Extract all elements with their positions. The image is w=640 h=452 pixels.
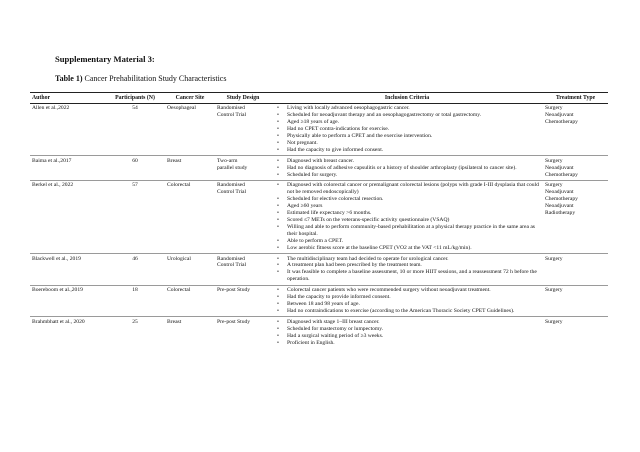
criteria-list (273, 287, 541, 315)
study-design-cell (215, 285, 271, 317)
column-header-inclusion-criteria: Inclusion Criteria (271, 93, 543, 104)
criteria-item: • Scored ≤7 METs on the veterans-specific activity questionnaire (VSAQ) (287, 217, 541, 224)
table-row (30, 285, 608, 317)
treatment-line: Surgery (545, 255, 563, 262)
column-header-study-design: Study Design (215, 93, 271, 104)
cancer-site-cell: Breast (165, 156, 215, 181)
treatment-type-cell (543, 285, 608, 317)
participants-cell: 46 (105, 254, 165, 286)
criteria-item: • Diagnosed with breast cancer. (287, 158, 541, 165)
cancer-site-cell: Breast (167, 318, 182, 325)
treatment-line: Surgery (545, 318, 563, 325)
criteria-item: • Living with locally advanced oesophagogastric cancer. (287, 105, 541, 112)
study-design-line: parallel study (217, 164, 248, 171)
table-caption-label: Table 1) (55, 74, 83, 83)
participants-cell: 54 (105, 103, 165, 155)
criteria-item: • Between 18 and 98 years of age. (287, 301, 541, 308)
study-design-line: Randomised (217, 105, 245, 112)
participants-cell: 25 (132, 318, 138, 325)
treatment-type-cell (543, 103, 608, 155)
cancer-site-cell: Oesophageal (165, 103, 215, 155)
criteria-list (273, 182, 541, 251)
table-caption-text: Cancer Prehabilitation Study Characteristics (82, 74, 227, 83)
treatment-line: Surgery (545, 287, 563, 294)
cancer-site-cell: Colorectal (165, 180, 215, 253)
criteria-item: • Diagnosed with stage 1–III breast cancer. (287, 319, 541, 326)
table-row (30, 180, 608, 253)
treatment-line: Neoadjuvant (545, 189, 574, 196)
inclusion-criteria-cell (271, 285, 543, 317)
criteria-item: • Scheduled for surgery. (287, 172, 541, 179)
participants-cell: 60 (105, 156, 165, 181)
treatment-line: Surgery (545, 105, 563, 112)
study-design-line: Control Trial (217, 112, 247, 119)
criteria-item: • Physically able to perform a CPET and the exercise intervention. (287, 133, 541, 140)
treatment-line: Radiotherapy (545, 210, 576, 217)
cancer-site-cell: Colorectal (165, 285, 215, 317)
criteria-item: • Colorectal cancer patients who were recommended surgery without neoadjuvant treatment. (287, 287, 541, 294)
study-design-line: Randomised (217, 182, 245, 189)
treatment-line: Chemotherapy (545, 119, 578, 126)
table-row (30, 317, 608, 348)
cancer-site-cell: Urological (165, 254, 215, 286)
treatment-line: Surgery (545, 157, 563, 164)
criteria-item: • Able to perform a CPET. (287, 238, 541, 245)
criteria-list (273, 319, 541, 347)
participants-cell: 18 (105, 285, 165, 317)
study-design-line: Two-arm (217, 157, 238, 164)
criteria-list (273, 105, 541, 153)
author-cell: Brahmbhatt et al., 2020 (32, 318, 85, 325)
study-design-line: Control Trial (217, 262, 247, 269)
author-cell: Allen et al.,2022 (30, 103, 105, 155)
inclusion-criteria-cell (271, 156, 543, 181)
criteria-item: • Had the capacity to provide informed consent. (287, 294, 541, 301)
study-design-cell (215, 317, 271, 348)
treatment-type-cell (543, 156, 608, 181)
column-header-treatment-type: Treatment Type (543, 93, 608, 104)
inclusion-criteria-cell (271, 103, 543, 155)
table-caption (55, 74, 226, 83)
treatment-line: Chemotherapy (545, 171, 578, 178)
treatment-line: Chemotherapy (545, 196, 578, 203)
author-cell: Blackwell et al., 2019 (30, 254, 105, 286)
column-header-cancer-site: Cancer Site (165, 93, 215, 104)
study-design-line: Randomised (217, 255, 245, 262)
inclusion-criteria-cell (271, 254, 543, 286)
criteria-item: • A treatment plan had been prescribed by the treatment team. (287, 262, 541, 269)
criteria-item: • The multidisciplinary team had decided to operate for urological cancer. (287, 256, 541, 263)
criteria-item: • Had no contraindications to exercise (according to the American Thoracic Society CPET Guidelines). (287, 308, 541, 315)
criteria-list (273, 158, 541, 179)
table-row (30, 254, 608, 286)
criteria-item: • Low aerobic fitness score at the baseline CPET (VO2 at the VAT <11 mL/kg/min). (287, 245, 541, 252)
author-cell: Baima et al.,2017 (30, 156, 105, 181)
criteria-item: • It was feasible to complete a baseline assessment, 10 or more HIIT sessions, and a reassessment 72 h before the operation. (287, 269, 541, 283)
study-design-cell (215, 180, 271, 253)
treatment-line: Surgery (545, 182, 563, 189)
table-row (30, 156, 608, 181)
criteria-item: • Diagnosed with colorectal cancer or premalignant colorectal lesions (polyps with grade I-III dysplasia that could not be removed endoscopically) (287, 182, 541, 196)
criteria-item: • Willing and able to perform community-based prehabilitation at a physical therapy practice in the same area as their hospital. (287, 224, 541, 238)
study-design-line: Pre-post Study (217, 318, 251, 325)
study-design-line: Pre-post Study (217, 287, 251, 294)
criteria-item: • Scheduled for mastectomy or lumpectomy. (287, 326, 541, 333)
column-header-participants: Participants (N) (105, 93, 165, 104)
treatment-type-cell (543, 317, 608, 348)
criteria-item: • Had no CPET contra-indications for exercise. (287, 126, 541, 133)
treatment-type-cell (543, 254, 608, 286)
table-row (30, 103, 608, 155)
column-header-author: Author (30, 93, 105, 104)
study-characteristics-table (30, 92, 608, 348)
table-header-row (30, 93, 608, 104)
criteria-item: • Estimated life expectancy >6 months. (287, 210, 541, 217)
study-design-line: Control Trial (217, 189, 247, 196)
study-design-cell (215, 103, 271, 155)
author-cell: Berkel et al., 2022 (30, 180, 105, 253)
treatment-line: Neoadjuvant (545, 164, 574, 171)
inclusion-criteria-cell (271, 180, 543, 253)
criteria-item: • Scheduled for neoadjuvant therapy and an oesophagogastrectomy or total gastrectomy. (287, 112, 541, 119)
criteria-item: • Not pregnant. (287, 140, 541, 147)
author-cell: Boereboom et al.,2019 (30, 285, 105, 317)
treatment-line: Neoadjuvant (545, 203, 574, 210)
criteria-item: • Scheduled for elective colorectal resection. (287, 196, 541, 203)
criteria-list (273, 256, 541, 284)
treatment-line: Neoadjuvant (545, 112, 574, 119)
study-design-cell (215, 254, 271, 286)
criteria-item: • Had a surgical waiting period of ≥3 weeks. (287, 333, 541, 340)
criteria-item: • Aged ≥60 years (287, 203, 541, 210)
supplementary-heading: Supplementary Material 3: (55, 54, 155, 64)
criteria-item: • Aged ≥18 years of age. (287, 119, 541, 126)
inclusion-criteria-cell (271, 317, 543, 348)
participants-cell: 57 (105, 180, 165, 253)
study-design-cell (215, 156, 271, 181)
treatment-type-cell (543, 180, 608, 253)
criteria-item: • Had no diagnosis of adhesive capsulitis or a history of shoulder arthroplasty (ipsilateral to cancer site). (287, 165, 541, 172)
criteria-item: • Proficient in English. (287, 340, 541, 347)
criteria-item: • Had the capacity to give informed consent. (287, 147, 541, 154)
